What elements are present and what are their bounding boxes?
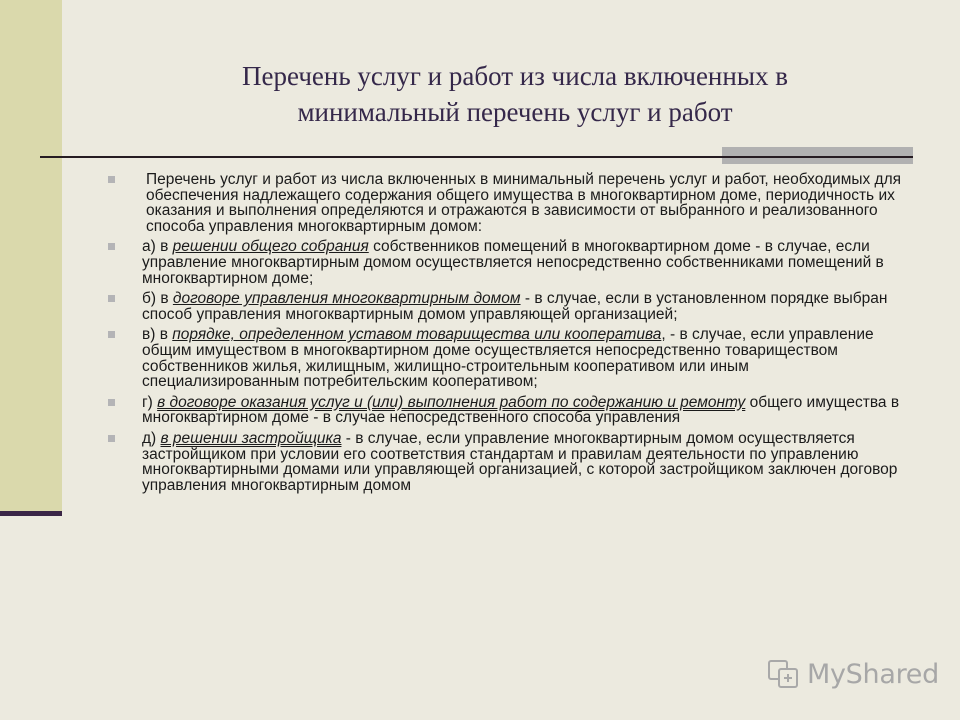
item-d-suffix: - в случае, если управление многоквартирным домом осуществляется застройщиком при условии его соответствия стандартам и правилам деятельности по управлению многоквартирными домами или управляющей организацией, с которой застройщиком заключен договор управления многоквартирным домом bbox=[142, 429, 898, 494]
list-item-text bbox=[142, 291, 908, 322]
item-a-suffix: собственников помещений в многоквартирном доме - в случае, если управление многоквартирным домом осуществляется непосредственно собственниками помещений в многоквартирном доме; bbox=[142, 238, 884, 287]
item-b-prefix: б) в bbox=[142, 290, 173, 308]
item-d-prefix: д) bbox=[142, 429, 161, 447]
item-v-prefix: в) в bbox=[142, 326, 173, 344]
bullet-square-icon bbox=[108, 295, 115, 302]
list-item-d bbox=[108, 431, 908, 493]
list-item-text bbox=[142, 172, 908, 234]
item-b-link[interactable]: договоре управления многоквартирным домом bbox=[172, 290, 521, 308]
list-item-g bbox=[108, 395, 908, 426]
intro-text: Перечень услуг и работ из числа включенных в минимальный перечень услуг и работ, необходимых для обеспечения надлежащего содержания общего имущества в многоквартирном доме, периодичность их оказания и выполнения определяются и отражаются в зависимости от выбранного и реализованного способа управления многоквартирным домом: bbox=[146, 171, 902, 235]
list-item-text bbox=[142, 327, 908, 389]
bullet-square-icon bbox=[108, 399, 115, 406]
list-item-a bbox=[108, 239, 908, 286]
item-a-link[interactable]: решении общего собрания bbox=[172, 238, 369, 256]
bullet-square-icon bbox=[108, 331, 115, 338]
bullet-square-icon bbox=[108, 176, 115, 183]
slide-title-line-2: минимальный перечень услуг и работ bbox=[297, 97, 733, 127]
list-item-intro bbox=[108, 172, 908, 234]
bullet-square-icon bbox=[108, 243, 115, 250]
list-item-b bbox=[108, 291, 908, 322]
item-g-link[interactable]: в договоре оказания услуг и (или) выполнения работ по содержанию и ремонту bbox=[157, 393, 746, 411]
item-g-suffix: общего имущества в многоквартирном доме - в случае непосредственного способа управления bbox=[142, 393, 900, 427]
slide-title-line-1: Перечень услуг и работ из числа включенных в bbox=[242, 61, 788, 91]
watermark-text: MyShared bbox=[807, 658, 939, 690]
left-decorative-strip bbox=[0, 0, 62, 516]
list-item-text bbox=[142, 239, 908, 286]
item-d-link[interactable]: в решении застройщика bbox=[160, 429, 342, 447]
watermark bbox=[768, 657, 939, 691]
item-g-prefix: г) bbox=[142, 393, 158, 411]
slide-title bbox=[100, 58, 930, 130]
item-v-suffix: , - в случае, если управление общим имуществом в многоквартирном доме осуществляется непосредственно товариществом собственников жилья, жилищным, жилищно-строительным кооперативом или иным специализированным потребительским кооперативом; bbox=[142, 326, 874, 391]
item-a-prefix: а) в bbox=[142, 238, 173, 256]
list-item-v bbox=[108, 327, 908, 389]
bullet-square-icon bbox=[108, 435, 115, 442]
left-strip-base-line bbox=[0, 511, 62, 516]
list-item-text bbox=[142, 395, 908, 426]
item-b-suffix: - в случае, если в установленном порядке выбран способ управления многоквартирным домом управляющей организацией; bbox=[142, 290, 888, 323]
title-divider bbox=[40, 156, 913, 158]
myshared-logo-icon bbox=[768, 657, 802, 691]
item-v-link[interactable]: порядке, определенном уставом товарищества или кооператива bbox=[172, 326, 662, 344]
bullet-list bbox=[108, 172, 908, 498]
list-item-text bbox=[142, 431, 908, 493]
